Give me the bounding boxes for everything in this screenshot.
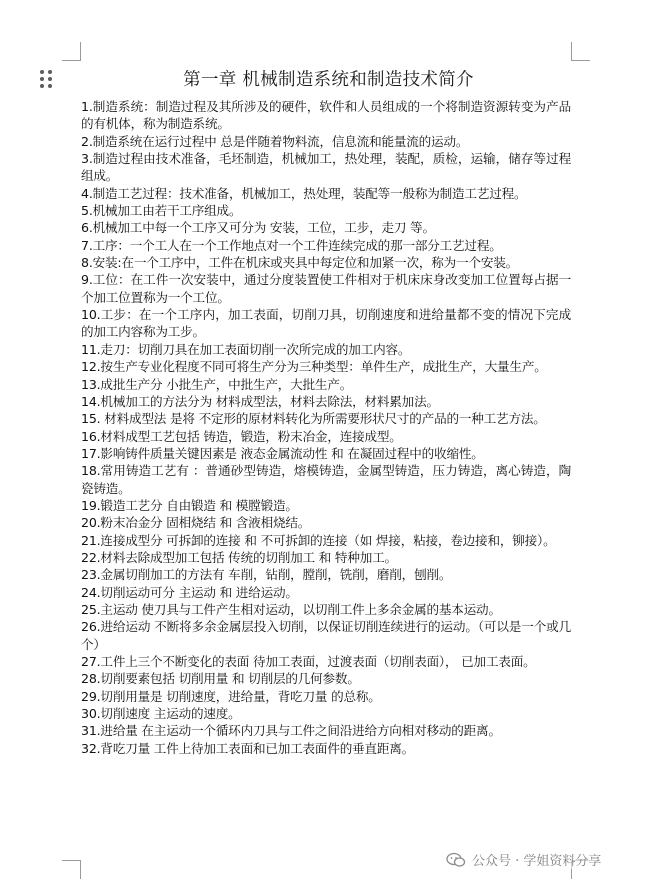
definition-item: 7.工序：一个工人在一个工作地点对一个工件连续完成的那一部分工艺过程。 (81, 237, 502, 253)
definition-item: 27.工件上三个不断变化的表面 待加工表面，过渡表面（切削表面）， 已加工表面。 (81, 654, 536, 669)
definition-item: 11.走刀：切削刀具在加工表面切削一次所完成的加工内容。 (81, 341, 411, 357)
definition-item: 3.制造过程由技术准备，毛坯制造，机械加工，热处理，装配，质检，运输，储存等过程组成。 (81, 151, 571, 184)
definition-item: 25.主运动 使刀具与工件产生相对运动，以切削工件上多余金属的基本运动。 (81, 601, 501, 617)
definition-item: 24.切削运动可分 主运动 和 进给运动。 (81, 584, 298, 600)
definition-item: 15. 材料成型法 是将 不定形的原材料转化为所需要形状尺寸的产品的一种工艺方法。 (81, 411, 546, 427)
definition-item: 8.安装:在一个工序中，工件在机床或夹具中每定位和加紧一次，称为一个安装。 (81, 255, 519, 271)
wechat-public-account-icon (446, 852, 466, 868)
definition-item: 21.连接成型分 可拆卸的连接 和 不可拆卸的连接（如 焊接，粘接，卷边接和，铆接）。 (81, 532, 556, 548)
definition-item: 16.材料成型工艺包括 铸造，锻造，粉末冶金，连接成型。 (81, 428, 402, 444)
definition-item: 1.制造系统：制造过程及其所涉及的硬件，软件和人员组成的一个将制造资源转变为产品的有机体，称为制造系统。 (81, 99, 571, 132)
definition-item: 32.背吃刀量 工件上待加工表面和已加工表面件的垂直距离。 (81, 740, 415, 756)
definition-item: 26.进给运动 不断将多余金属层投入切削，以保证切削连续进行的运动。（可以是一个或几个） (81, 619, 571, 652)
definition-item: 18.常用铸造工艺有 ：普通砂型铸造，熔模铸造，金属型铸造，压力铸造，离心铸造，陶瓷铸造。 (81, 463, 571, 496)
watermark (444, 850, 603, 869)
definition-item: 6.机械加工中每一个工序又可分为 安装，工位，工步，走刀 等。 (81, 220, 435, 236)
definition-item: 12.按生产专业化程度不同可将生产分为三种类型：单件生产，成批生产，大量生产。 (81, 359, 547, 375)
definition-item: 20.粉末冶金分 固相烧结 和 含液相烧结。 (81, 515, 311, 531)
definition-item: 29.切削用量是 切削速度，进给量，背吃刀量 的总称。 (81, 688, 381, 704)
definition-item: 23.金属切削加工的方法有 车削，钻削，膛削，铣削，磨削，刨削。 (81, 567, 452, 583)
definition-item: 13.成批生产分 小批生产，中批生产，大批生产。 (81, 376, 353, 392)
document-title: 第一章 机械制造系统和制造技术简介 (183, 70, 474, 90)
definition-item: 19.锻造工艺分 自由锻造 和 模膛锻造。 (81, 497, 298, 513)
definition-item: 22.材料去除成型加工包括 传统的切削加工 和 特种加工。 (81, 549, 397, 565)
page-corner-mark-top-left (62, 42, 81, 61)
definition-item: 28.切削要素包括 切削用量 和 切削层的几何参数。 (81, 671, 360, 687)
definition-item: 5.机械加工由若干工序组成。 (81, 203, 242, 219)
page-corner-mark-bottom-left (62, 860, 81, 879)
definition-item: 10.工步：在一个工序内，加工表面，切削刀具，切削速度和进给量都不变的情况下完成的加工内容称为工步。 (81, 307, 571, 340)
definition-item: 4.制造工艺过程：技术准备，机械加工，热处理，装配等一般称为制造工艺过程。 (81, 185, 527, 201)
definition-item: 17.影响铸件质量关键因素是 液态金属流动性 和 在凝固过程中的收缩性。 (81, 445, 484, 461)
definition-item: 30.切削速度 主运动的速度。 (81, 706, 241, 722)
definition-list (81, 98, 571, 757)
definition-item: 9.工位：在工件一次安装中，通过分度装置使工件相对于机床床身改变加工位置每占据一个加工位置称为一个工位。 (81, 272, 571, 305)
definition-item: 14.机械加工的方法分为 材料成型法，材料去除法，材料累加法。 (81, 393, 439, 409)
watermark-text: 公众号 · 学姐资料分享 (472, 854, 602, 869)
definition-item: 31.进给量 在主运动一个循环内刀具与工件之间沿进给方向相对移动的距离。 (81, 723, 501, 739)
page-corner-mark-top-right (571, 42, 590, 61)
definition-item: 2.制造系统在运行过程中 总是伴随着物料流，信息流和能量流的运动。 (81, 133, 469, 149)
